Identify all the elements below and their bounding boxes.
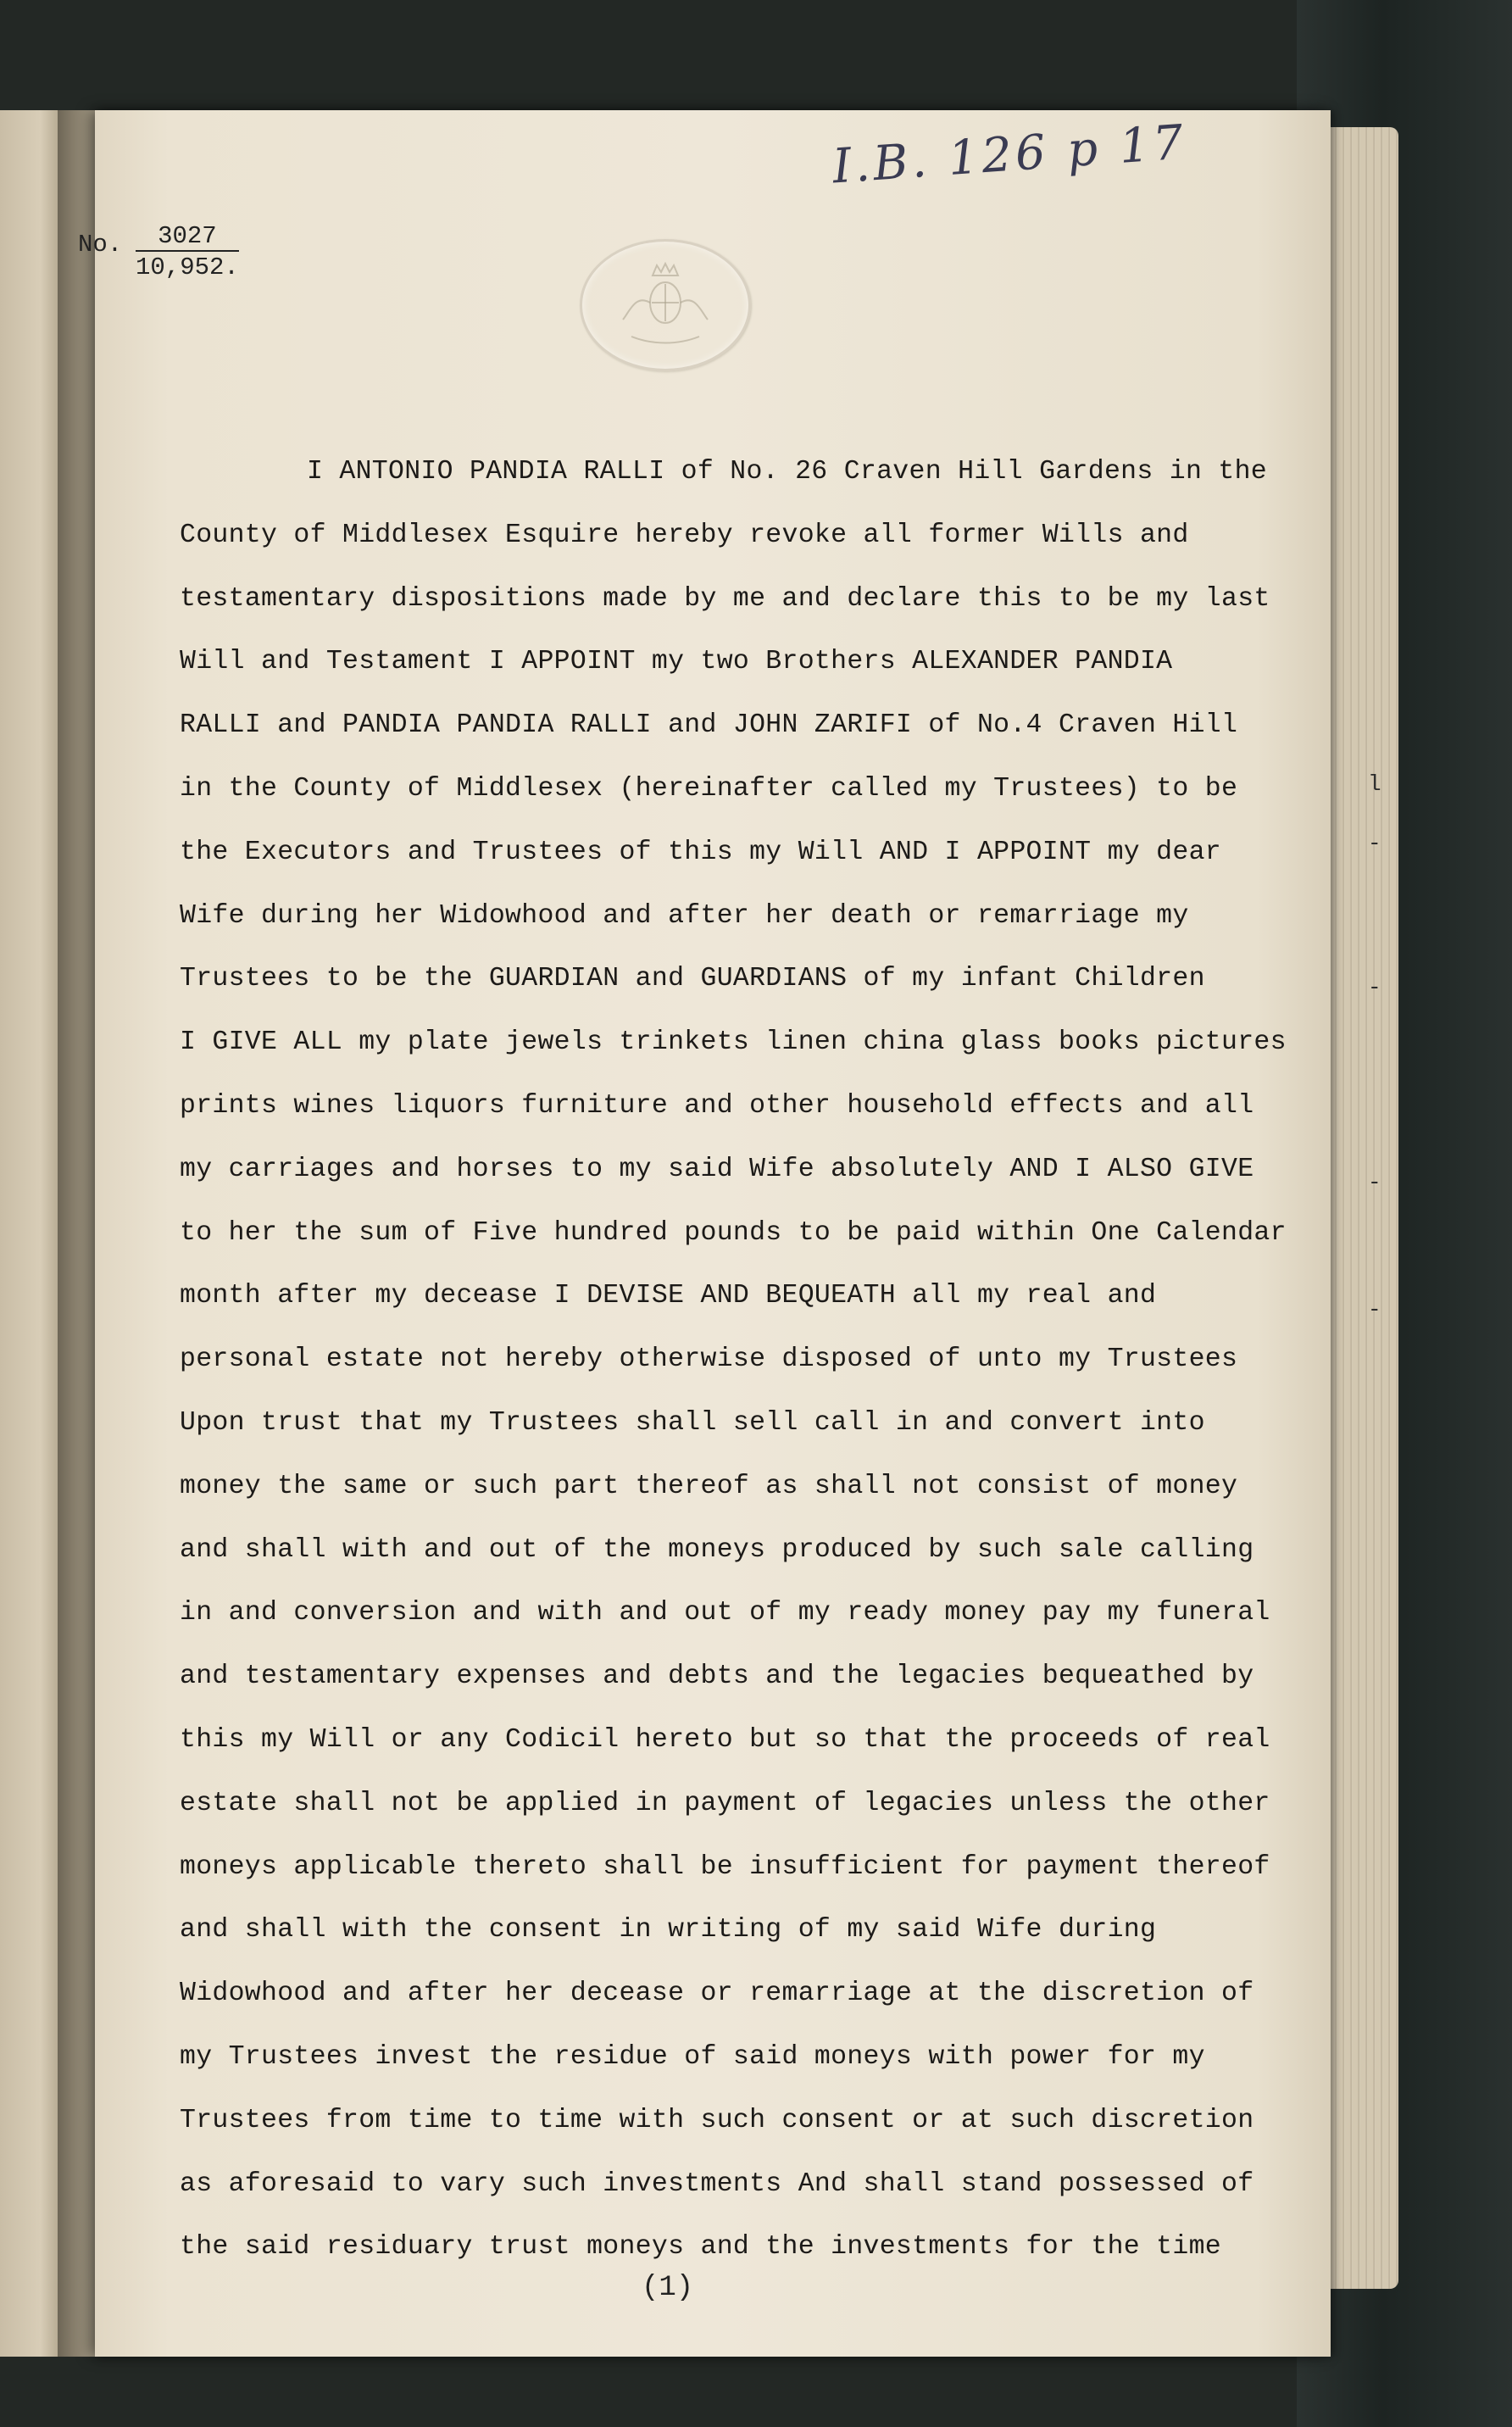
edge-mark: -: [1368, 975, 1381, 1000]
text-line: County of Middlesex Esquire hereby revoke all former Wills and: [180, 520, 1189, 550]
number-top: 3027: [136, 222, 239, 252]
will-body: [180, 441, 1332, 2279]
text-line: Trustees to be the GUARDIAN and GUARDIANS of my infant Children: [180, 964, 1205, 994]
text-line: my Trustees invest the residue of said moneys with power for my: [180, 2041, 1205, 2072]
edge-mark: -: [1368, 1170, 1381, 1195]
text-line: the Executors and Trustees of this my Will AND I APPOINT my dear: [180, 837, 1221, 867]
text-line: moneys applicable thereto shall be insufficient for payment thereof: [180, 1851, 1270, 1882]
pencil-reference: I.B. 126 p 17: [830, 114, 1188, 195]
edge-mark: l: [1368, 771, 1381, 797]
text-line: Wife during her Widowhood and after her death or remarriage my: [180, 900, 1189, 931]
text-line: prints wines liquors furniture and other household effects and all: [180, 1090, 1254, 1121]
text-line: month after my decease I DEVISE AND BEQUEATH all my real and: [180, 1281, 1157, 1311]
text-line: in and conversion and with and out of my ready money pay my funeral: [180, 1598, 1270, 1628]
text-line: estate shall not be applied in payment of legacies unless the other: [180, 1788, 1270, 1818]
facing-page-edge: [0, 110, 59, 2357]
text-line: this my Will or any Codicil hereto but so that the proceeds of real: [180, 1724, 1270, 1755]
number-label: No.: [78, 231, 123, 259]
text-line: Trustees from time to time with such consent or at such discretion: [180, 2105, 1254, 2135]
number-bottom: 10,952.: [136, 253, 239, 281]
text-line: RALLI and PANDIA PANDIA RALLI and JOHN ZARIFI of No.4 Craven Hill: [180, 710, 1238, 741]
text-line: to her the sum of Five hundred pounds to be paid within One Calendar: [180, 1217, 1287, 1248]
text-line: and testamentary expenses and debts and the legacies bequeathed by: [180, 1662, 1254, 1692]
page-stack-edges: [1322, 127, 1398, 2289]
edge-mark: -: [1368, 831, 1381, 856]
text-line: as aforesaid to vary such investments And shall stand possessed of: [180, 2168, 1254, 2199]
text-line: Will and Testament I APPOINT my two Brothers ALEXANDER PANDIA: [180, 647, 1173, 677]
page-number: (1): [642, 2272, 694, 2304]
text-line: I ANTONIO PANDIA RALLI of No. 26 Craven Hill Gardens in the: [307, 457, 1267, 487]
text-line: in the County of Middlesex (hereinafter called my Trustees) to be: [180, 773, 1238, 804]
number-fraction: [136, 222, 239, 281]
text-line: and shall with the consent in writing of my said Wife during: [180, 1915, 1157, 1945]
text-line: the said residuary trust moneys and the investments for the time: [180, 2232, 1221, 2263]
text-line: and shall with and out of the moneys produced by such sale calling: [180, 1534, 1254, 1565]
text-line: money the same or such part thereof as shall not consist of money: [180, 1471, 1238, 1501]
text-line: testamentary dispositions made by me and declare this to be my last: [180, 583, 1270, 614]
text-line: personal estate not hereby otherwise disposed of unto my Trustees: [180, 1344, 1238, 1375]
text-line: I GIVE ALL my plate jewels trinkets linen china glass books pictures: [180, 1027, 1287, 1058]
text-line: my carriages and horses to my said Wife absolutely AND I ALSO GIVE: [180, 1154, 1254, 1184]
text-line: Upon trust that my Trustees shall sell call in and convert into: [180, 1407, 1205, 1438]
document-page: [78, 110, 1331, 2357]
text-line: Widowhood and after her decease or remarriage at the discretion of: [180, 1979, 1254, 2009]
edge-mark: -: [1368, 1297, 1381, 1322]
embossed-seal-icon: [580, 239, 751, 371]
gutter-shadow: [58, 110, 95, 2357]
